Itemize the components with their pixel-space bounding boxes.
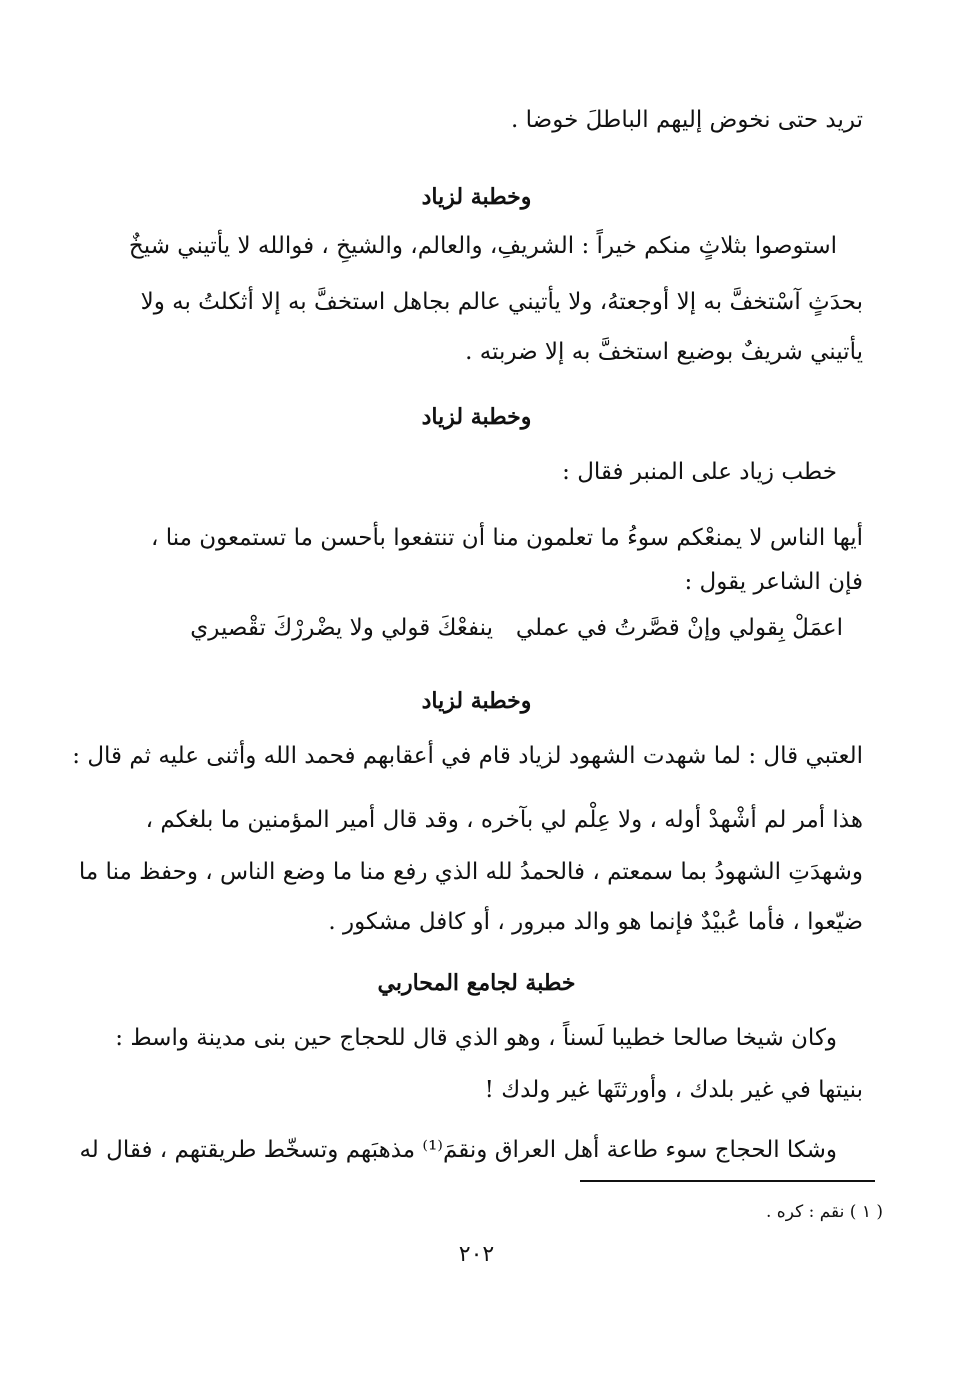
paragraph-line: فإن الشاعر يقول : <box>684 569 863 595</box>
footnote-rule <box>580 1180 875 1182</box>
footnote: ( ١ ) نقم : كره . <box>766 1202 883 1222</box>
paragraph-line: هذا أمر لم أشْهدْ أوله ، ولا عِلْم لي بآخره ، وقد قال أمير المؤمنين ما بلغكم ، <box>145 807 863 833</box>
paragraph-line: خطب زياد على المنبر فقال : <box>562 459 837 485</box>
section-heading: خطبة لجامع المحاربي <box>377 970 576 996</box>
paragraph-line: استوصوا بثلاثٍ منكم خيراً : الشريفِ، والعالم، والشيخِ ، فوالله لا يأتيني شيخٌ <box>128 233 837 259</box>
paragraph-line: وكان شيخا صالحا خطيبا لَسناً ، وهو الذي قال للحجاج حين بنى مدينة واسط : <box>115 1025 837 1051</box>
section-heading: وخطبة لزياد <box>421 688 532 714</box>
section-heading: وخطبة لزياد <box>421 404 532 430</box>
verse-second-hemistich: ينفعْكَ قولي ولا يضْررْكَ تقْصيري <box>190 615 493 641</box>
paragraph-line: بنيتها في غير بلدك ، وأورثتَها غير ولدك ! <box>484 1077 863 1103</box>
verse-first-hemistich: اعمَلْ بِقولي وإنْ قصَّرتُ في عملي <box>515 615 843 641</box>
paragraph-line: وشهدَتِ الشهودُ بما سمعتم ، فالحمدُ لله الذي رفع منا ما وضع الناس ، وحفظ منا ما <box>78 859 863 885</box>
paragraph-line: العتبي قال : لما شهدت الشهود لزياد قام في أعقابهم فحمد الله وأثنى عليه ثم قال : <box>72 743 863 769</box>
section-heading: وخطبة لزياد <box>421 184 532 210</box>
paragraph-line: يأتيني شريفٌ بوضيع استخفَّ به إلا ضربته . <box>465 339 863 365</box>
paragraph-line: وشكا الحجاج سوء طاعة أهل العراق ونقمَ⁽¹⁾ مذهبَهم وتسخّط طريقتهم ، فقال له <box>79 1137 837 1163</box>
paragraph-line: ضيّعوا ، فأما عُبيْدٌ فإنما هو والد مبرور ، أو كافل مشكور . <box>328 909 863 935</box>
paragraph-line: أيها الناس لا يمنعْكم سوءُ ما تعلمون منا أن تنتفعوا بأحسن ما تستمعون منا ، <box>150 525 863 551</box>
paragraph-line: تريد حتى نخوض إليهم الباطلَ خوضا . <box>511 107 863 133</box>
paragraph-line: بحدَثٍ آسْتخفَّ به إلا أوجعتهُ، ولا يأتيني عالم بجاهل استخفَّ به إلا أثكلتُ به ولا <box>140 289 863 315</box>
page-number: ٢٠٢ <box>458 1242 495 1267</box>
